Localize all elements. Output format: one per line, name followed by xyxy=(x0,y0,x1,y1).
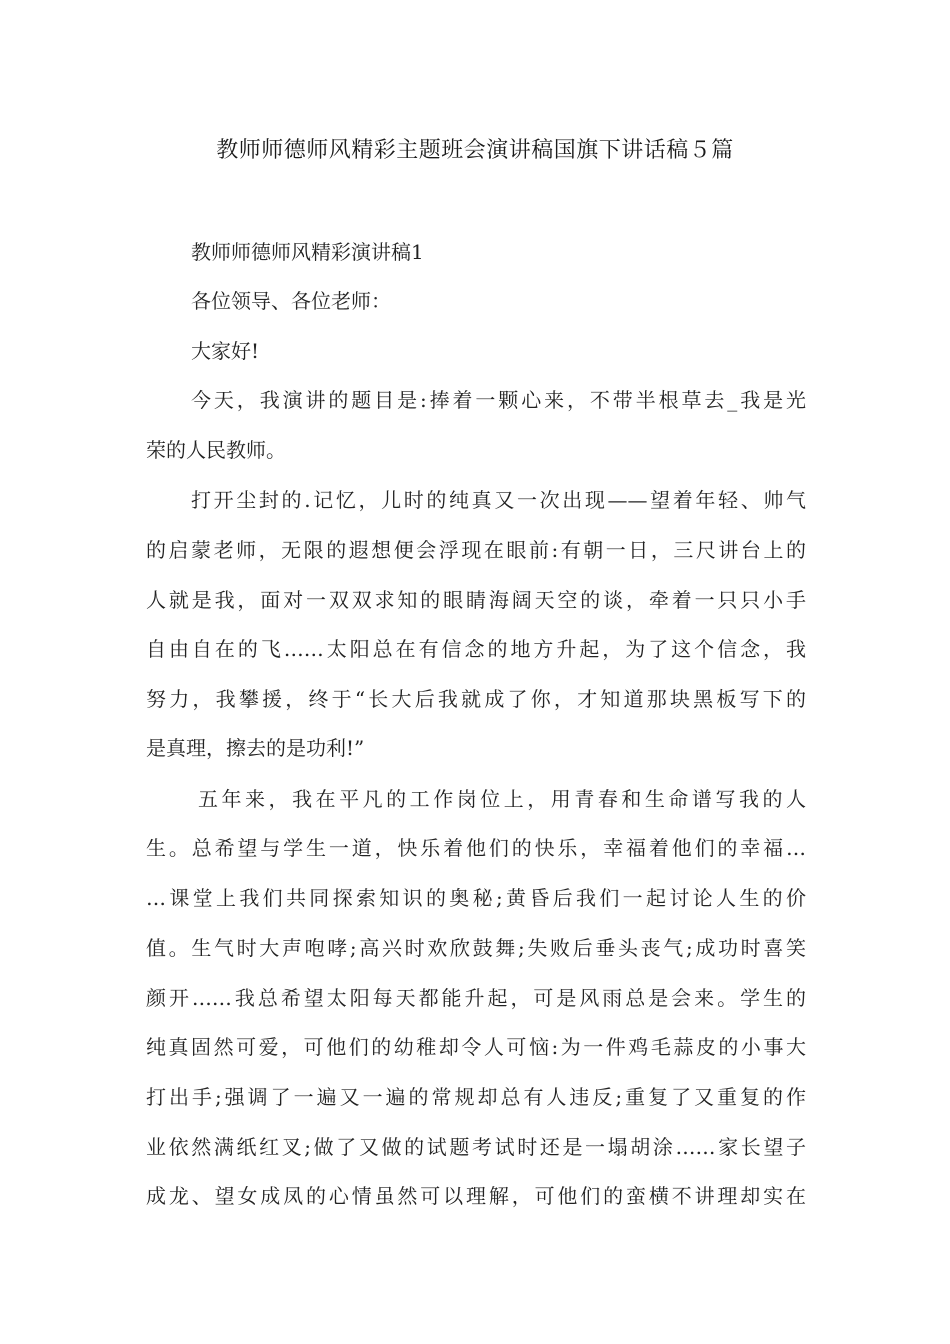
text-line: 值。生气时大声咆哮;高兴时欢欣鼓舞;失败后垂头丧气;成功时喜笑 xyxy=(146,936,806,960)
text-line: 的启蒙老师，无限的遐想便会浮现在眼前:有朝一日，三尺讲台上的 xyxy=(146,538,806,562)
text-line: 颜开……我总希望太阳每天都能升起，可是风雨总是会来。学生的 xyxy=(146,986,806,1010)
text-line: 是真理，擦去的是功利!” xyxy=(146,736,365,760)
text-line: 人就是我，面对一双双求知的眼睛海阔天空的谈，牵着一只只小手 xyxy=(146,588,806,612)
text-line: 五年来，我在平凡的工作岗位上，用青春和生命谱写我的人 xyxy=(198,787,806,811)
text-line: …课堂上我们共同探索知识的奥秘;黄昏后我们一起讨论人生的价 xyxy=(146,886,806,910)
text-line: 荣的人民教师。 xyxy=(146,438,286,462)
text-line: 今天，我演讲的题目是:捧着一颗心来，不带半根草去_我是光 xyxy=(191,388,806,412)
text-line: 成龙、望女成凤的心情虽然可以理解，可他们的蛮横不讲理却实在 xyxy=(146,1184,806,1208)
text-line: 生。总希望与学生一道，快乐着他们的快乐，幸福着他们的幸福… xyxy=(146,836,806,860)
text-line: 努力，我攀援，终于“长大后我就成了你，才知道那块黑板写下的 xyxy=(146,687,806,711)
text-line: 纯真固然可爱，可他们的幼稚却令人可恼:为一件鸡毛蒜皮的小事大 xyxy=(146,1035,806,1059)
text-line: 打出手;强调了一遍又一遍的常规却总有人违反;重复了又重复的作 xyxy=(146,1085,806,1109)
text-line: 打开尘封的.记忆，儿时的纯真又一次出现——望着年轻、帅气 xyxy=(191,488,806,512)
document-title: 教师师德师风精彩主题班会演讲稿国旗下讲话稿５篇 xyxy=(216,138,734,163)
speech-heading: 教师师德师风精彩演讲稿1 xyxy=(191,240,424,264)
greeting: 大家好! xyxy=(191,339,260,363)
salutation: 各位领导、各位老师： xyxy=(191,289,391,313)
text-line: 自由自在的飞……太阳总在有信念的地方升起，为了这个信念，我 xyxy=(146,637,806,661)
text-line: 业依然满纸红叉;做了又做的试题考试时还是一塌胡涂……家长望子 xyxy=(146,1135,806,1159)
